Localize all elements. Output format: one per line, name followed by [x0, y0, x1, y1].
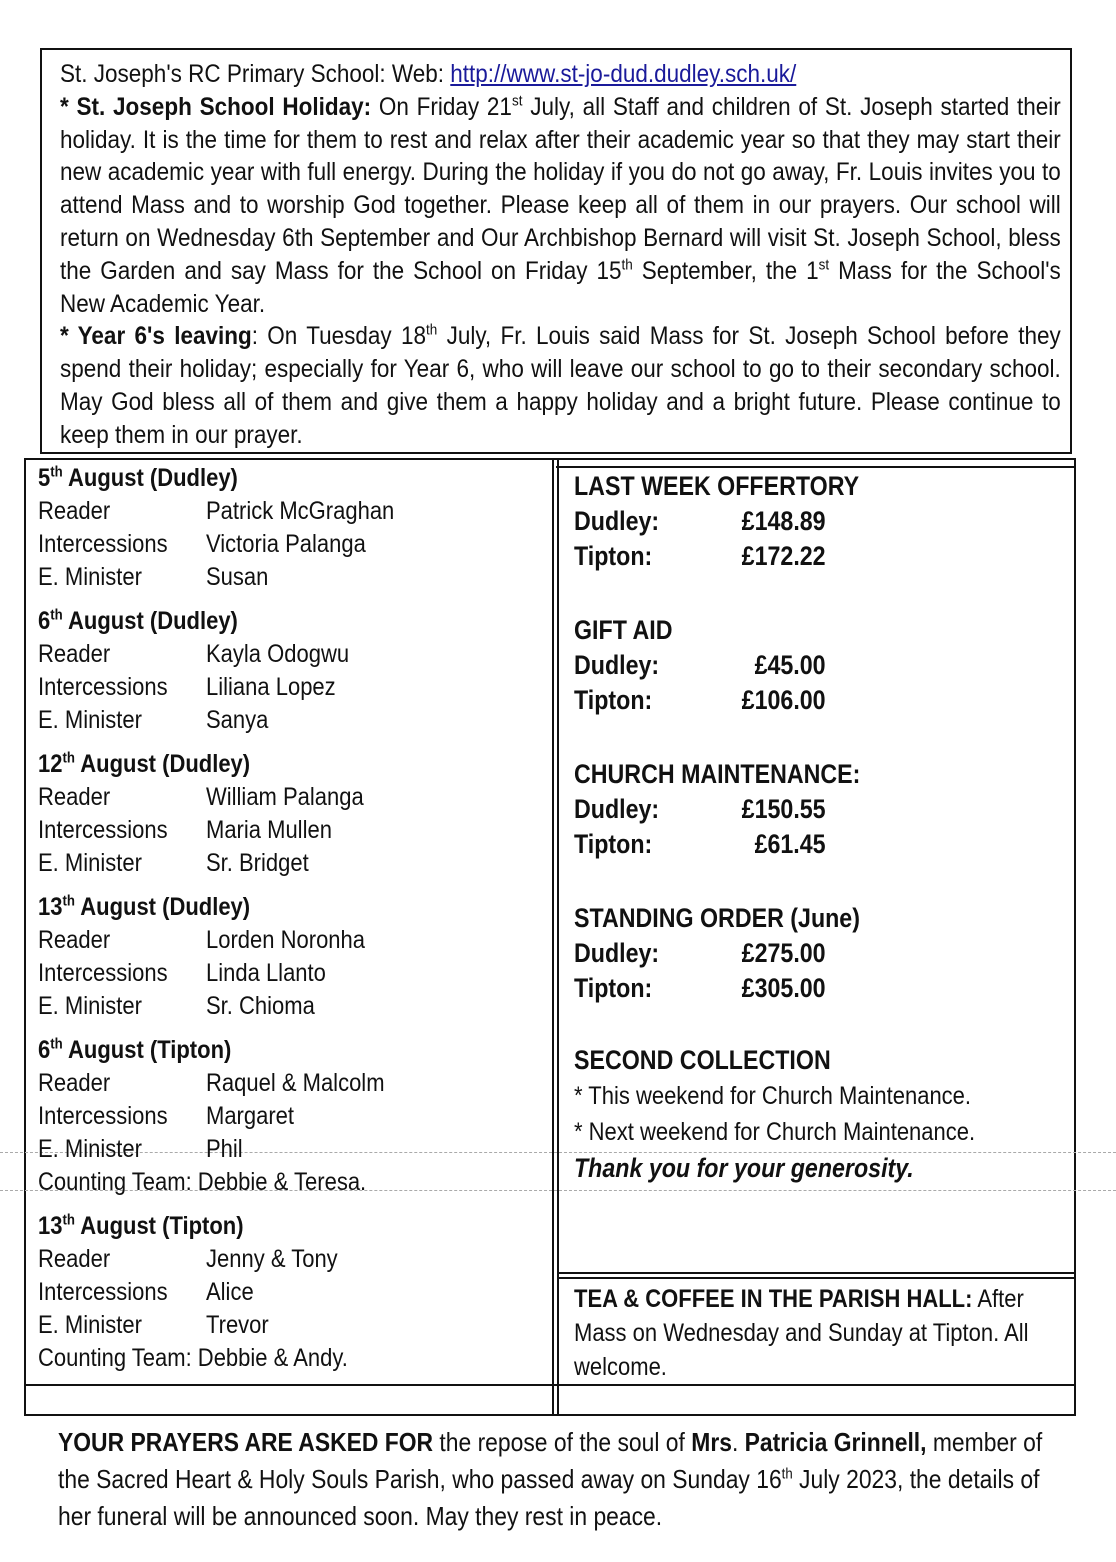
rota-person: Liliana Lopez — [206, 673, 336, 701]
rota-day-suffix: th — [50, 463, 63, 481]
deceased-name: Patricia Grinnell, — [744, 1427, 927, 1457]
rota-person: Patrick McGraghan — [206, 497, 395, 525]
tea-coffee-notice — [574, 1282, 1067, 1384]
rota-day-suffix: th — [62, 749, 75, 767]
rota-block — [38, 1210, 552, 1375]
rota-role: Intercessions — [38, 673, 168, 701]
rota-person: Susan — [206, 563, 269, 591]
rota-block — [38, 462, 552, 594]
rota-role: E. Minister — [38, 1135, 142, 1163]
rota-person: Sanya — [206, 706, 269, 734]
holiday-text-c: September, the 1 — [632, 256, 819, 285]
rota-row — [38, 847, 552, 880]
rota-day-suffix: th — [62, 1211, 75, 1229]
prayers-notice — [58, 1424, 1052, 1535]
finance-amount: £45.00 — [754, 650, 826, 680]
tea-top-border — [557, 1272, 1076, 1274]
rota-date-place: August (Dudley) — [62, 607, 238, 635]
finance-section — [574, 756, 1064, 862]
leaving-text-b: July, Fr. Louis said Mass for St. Joseph School before they spend their holiday; especially for Year 6, who will leave our school to go to their secondary school. May God bless all of them and give them a happy holiday and a bright future. Please continue to keep them in our prayer. — [60, 322, 1061, 449]
rota-day: 5 — [38, 464, 51, 492]
rota-person: Victoria Palanga — [206, 530, 366, 558]
rota-person: Raquel & Malcolm — [206, 1069, 385, 1097]
rota-row — [38, 781, 552, 814]
tea-title: TEA & COFFEE IN THE PARISH HALL: — [574, 1285, 973, 1313]
rota-day: 6 — [38, 607, 51, 635]
rota-date-place: August (Dudley) — [62, 464, 238, 492]
rota-row — [38, 1243, 552, 1276]
school-notice-box — [40, 48, 1072, 454]
rota-role: E. Minister — [38, 563, 142, 591]
rota-day-suffix: th — [50, 606, 63, 624]
rota-date-place: August (Dudley) — [74, 750, 251, 778]
second-collection — [574, 1042, 1064, 1186]
finance-parish: Dudley: — [574, 650, 660, 680]
table-bottom-border — [24, 1414, 1076, 1416]
leaving-text-a: : On Tuesday 18 — [251, 322, 427, 351]
rota-row — [38, 924, 552, 957]
rota-person: Kayla Odogwu — [206, 640, 350, 668]
rota-role: Intercessions — [38, 959, 168, 987]
rota-block — [38, 891, 552, 1023]
finance-title: CHURCH MAINTENANCE: — [574, 759, 861, 789]
rota-person: Trevor — [206, 1311, 269, 1339]
rota-block — [38, 1034, 552, 1199]
rota-person: Jenny & Tony — [206, 1245, 338, 1273]
rota-heading — [38, 891, 490, 924]
rota-day: 12 — [38, 750, 63, 778]
rota-row — [38, 671, 552, 704]
rota-date-place: August (Tipton) — [62, 1036, 232, 1064]
finance-section — [574, 900, 1064, 1006]
rota-date-place: August (Tipton) — [74, 1212, 244, 1240]
rota-row — [38, 561, 552, 594]
finance-parish: Tipton: — [574, 685, 653, 715]
holiday-heading: * St. Joseph School Holiday: — [60, 92, 372, 121]
rota-person: William Palanga — [206, 783, 364, 811]
finance-sections — [574, 468, 1064, 1006]
leaving-sup-a: th — [426, 322, 438, 340]
rota-day-suffix: th — [62, 892, 75, 910]
rota-person: Phil — [206, 1135, 243, 1163]
finance-row — [574, 504, 1064, 539]
rota-role: Reader — [38, 497, 111, 525]
rota-role: E. Minister — [38, 992, 142, 1020]
rota-row — [38, 1309, 552, 1342]
school-website-link[interactable]: http://www.st-jo-dud.dudley.sch.uk/ — [450, 60, 797, 88]
rota-row — [38, 1100, 552, 1133]
rota-role: Reader — [38, 926, 111, 954]
school-notice-text — [60, 58, 1061, 452]
rota-heading — [38, 1034, 490, 1067]
rota-day: 13 — [38, 893, 63, 921]
finance-parish: Tipton: — [574, 829, 653, 859]
table-left-border — [24, 458, 26, 1416]
finance-amount: £305.00 — [742, 973, 826, 1003]
rota-row — [38, 957, 552, 990]
prayers-lead: YOUR PRAYERS ARE ASKED FOR — [58, 1427, 434, 1457]
finance-amount: £148.89 — [742, 506, 826, 536]
rota-row — [38, 704, 552, 737]
rota-person: Sr. Chioma — [206, 992, 315, 1020]
finance-amount: £275.00 — [742, 938, 826, 968]
rota-day: 6 — [38, 1036, 51, 1064]
rota-role: Reader — [38, 1069, 111, 1097]
finance-title: LAST WEEK OFFERTORY — [574, 471, 860, 501]
rota-role: Intercessions — [38, 1278, 168, 1306]
rota-row — [38, 1276, 552, 1309]
finance-row — [574, 936, 1064, 971]
holiday-text-b: July, all Staff and children of St. Joseph started their holiday. It is the time for them to rest and relax after their academic year so that they may start their new academic year with full energy. During the holiday if you do not go away, Fr. Louis invites you to attend Mass and to worship God together. Please keep all of them in our prayers. Our school will return on Wednesday 6th September and Our Archbishop Bernard will visit St. Joseph School, bless the Garden and say Mass for the School on Friday 15 — [60, 92, 1061, 285]
rota-person: Linda Llanto — [206, 959, 326, 987]
holiday-text-d: Mass for the School's New Academic Year. — [60, 256, 1061, 318]
leaving-heading: * Year 6's leaving — [60, 322, 252, 351]
finance-section — [574, 468, 1064, 574]
prayers-text-a: the repose of the soul of — [433, 1427, 692, 1457]
counting-team-text: Counting Team: Debbie & Andy. — [38, 1344, 348, 1372]
rota-role: E. Minister — [38, 1311, 142, 1339]
rota-day: 13 — [38, 1212, 63, 1240]
rota-heading — [38, 605, 490, 638]
rota-heading — [38, 748, 490, 781]
rota-person: Lorden Noronha — [206, 926, 366, 954]
counting-team-text: Counting Team: Debbie & Teresa. — [38, 1168, 367, 1196]
finance-amount: £61.45 — [754, 829, 826, 859]
counting-team — [38, 1166, 552, 1199]
rota-block — [38, 748, 552, 880]
counting-team — [38, 1342, 552, 1375]
school-intro: St. Joseph's RC Primary School: Web: — [60, 60, 451, 88]
rota-role: Reader — [38, 783, 111, 811]
table-mid-border-a — [552, 458, 554, 1416]
holiday-text-a: On Friday 21 — [371, 92, 512, 121]
rota-block — [38, 605, 552, 737]
rota-row — [38, 528, 552, 561]
finance-parish: Dudley: — [574, 794, 660, 824]
holiday-sup-b: th — [621, 256, 633, 274]
rota-person: Maria Mullen — [206, 816, 332, 844]
tea-top-border-b — [557, 1277, 1076, 1279]
finance-title: GIFT AID — [574, 615, 673, 645]
finance-amount: £172.22 — [742, 541, 826, 571]
thank-you-note: Thank you for your generosity. — [574, 1153, 914, 1183]
rota-row — [38, 495, 552, 528]
rota-row — [38, 814, 552, 847]
rota-day-suffix: th — [50, 1035, 63, 1053]
finance-row — [574, 971, 1064, 1006]
rota-role: Reader — [38, 1245, 111, 1273]
rota-row — [38, 1133, 552, 1166]
ministry-rota — [38, 462, 552, 1386]
holiday-sup-a: st — [511, 92, 523, 110]
rota-role: Reader — [38, 640, 111, 668]
finance-parish: Dudley: — [574, 938, 660, 968]
finance-title: STANDING ORDER (June) — [574, 903, 860, 933]
rota-heading — [38, 1210, 490, 1243]
rota-role: E. Minister — [38, 706, 142, 734]
second-collection-line-2: * Next weekend for Church Maintenance. — [574, 1118, 976, 1146]
rota-role: E. Minister — [38, 849, 142, 877]
rota-role: Intercessions — [38, 816, 168, 844]
finance-amount: £106.00 — [742, 685, 826, 715]
prayers-mrs: Mrs — [691, 1427, 732, 1457]
finance-parish: Tipton: — [574, 973, 653, 1003]
holiday-sup-c: st — [818, 256, 830, 274]
rota-heading — [38, 462, 490, 495]
prayers-dot: . — [731, 1427, 745, 1457]
rota-person: Margaret — [206, 1102, 295, 1130]
rota-row — [38, 1067, 552, 1100]
finance-parish: Dudley: — [574, 506, 660, 536]
finance-parish: Tipton: — [574, 541, 653, 571]
finance-row — [574, 648, 1064, 683]
prayers-sup: th — [781, 1465, 793, 1483]
finance-row — [574, 792, 1064, 827]
finance-row — [574, 683, 1064, 718]
rota-row — [38, 990, 552, 1023]
rota-role: Intercessions — [38, 530, 168, 558]
finance-row — [574, 827, 1064, 862]
second-collection-title: SECOND COLLECTION — [574, 1045, 831, 1075]
second-collection-line-1: * This weekend for Church Maintenance. — [574, 1082, 972, 1110]
rota-person: Sr. Bridget — [206, 849, 309, 877]
rota-row — [38, 638, 552, 671]
finance-column — [574, 468, 1064, 1186]
rota-person: Alice — [206, 1278, 254, 1306]
rota-date-place: August (Dudley) — [74, 893, 251, 921]
rota-role: Intercessions — [38, 1102, 168, 1130]
prayers-text-c: July 2023, the details of her funeral will be announced soon. May they rest in peace. — [58, 1464, 1040, 1531]
finance-amount: £150.55 — [742, 794, 826, 824]
table-top-border — [24, 458, 1076, 460]
finance-section — [574, 612, 1064, 718]
prayers-text-b: member of the Sacred Heart & Holy Souls Parish, who passed away on Sunday 16 — [58, 1427, 1043, 1494]
tea-text: After Mass on Wednesday and Sunday at Tipton. All welcome. — [574, 1285, 1029, 1381]
finance-row — [574, 539, 1064, 574]
